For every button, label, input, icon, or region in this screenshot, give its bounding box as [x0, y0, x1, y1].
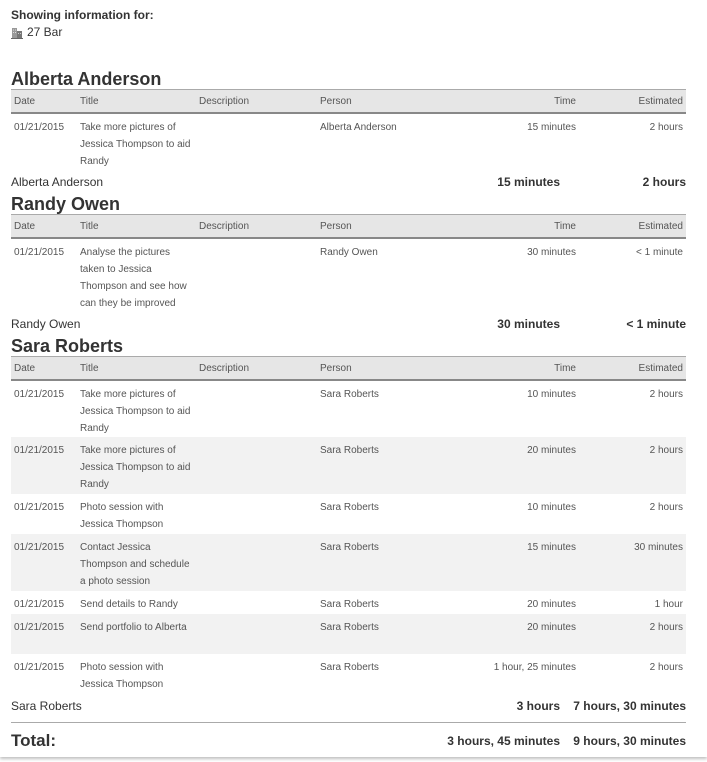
cell-description — [196, 494, 317, 534]
cell-time: 20 minutes — [527, 599, 576, 610]
cell-time: 10 minutes — [527, 502, 576, 513]
building-icon — [11, 27, 23, 39]
column-header-estimated: Estimated — [638, 220, 683, 232]
summary-estimated: < 1 minute — [626, 317, 686, 331]
timesheet-table — [11, 214, 686, 312]
column-header-date: Date — [14, 95, 36, 107]
table-row — [11, 654, 686, 694]
section-title: Alberta Anderson — [11, 69, 162, 89]
column-header-title: Title — [80, 95, 99, 107]
column-header-date: Date — [14, 220, 36, 232]
cell-date: 01/21/2015 — [14, 122, 65, 133]
column-header-estimated: Estimated — [638, 95, 683, 107]
cell-person: Alberta Anderson — [320, 122, 397, 133]
cell-title: Take more pictures of Jessica Thompson to aid Randy — [80, 445, 191, 490]
cell-date: 01/21/2015 — [14, 662, 65, 673]
cell-title: Take more pictures of Jessica Thompson to aid Randy — [80, 389, 191, 434]
cell-time: 20 minutes — [527, 445, 576, 456]
cell-date: 01/21/2015 — [14, 389, 65, 400]
cell-estimated: 2 hours — [649, 389, 683, 400]
cell-description — [196, 380, 317, 437]
cell-description — [196, 591, 317, 614]
timesheet-table — [11, 356, 686, 694]
cell-time: 20 minutes — [527, 622, 576, 633]
table-header-row — [11, 215, 686, 239]
summary-estimated: 7 hours, 30 minutes — [573, 699, 686, 713]
table-row — [11, 591, 686, 614]
section-title: Sara Roberts — [11, 336, 124, 356]
cell-date: 01/21/2015 — [14, 622, 65, 633]
column-header-person: Person — [320, 95, 352, 107]
cell-estimated: 2 hours — [649, 662, 683, 673]
cell-description — [196, 113, 317, 170]
column-header-person: Person — [320, 362, 352, 374]
cell-date: 01/21/2015 — [14, 542, 65, 553]
report-content — [11, 8, 686, 759]
table-row — [11, 380, 686, 437]
column-header-title: Title — [80, 362, 99, 374]
cell-time: 10 minutes — [527, 389, 576, 400]
grand-total — [11, 723, 686, 759]
timesheet-table — [11, 89, 686, 170]
summary-time: 3 hours — [516, 699, 560, 713]
cell-title: Send portfolio to Alberta — [80, 622, 187, 633]
column-header-time: Time — [554, 95, 576, 107]
cell-time: 15 minutes — [527, 122, 576, 133]
cell-person: Sara Roberts — [320, 502, 379, 513]
total-label: Total: — [11, 731, 57, 750]
table-header-row — [11, 357, 686, 381]
summary-name: Sara Roberts — [11, 699, 82, 713]
cell-time: 30 minutes — [527, 247, 576, 258]
cell-date: 01/21/2015 — [14, 599, 65, 610]
cell-title: Photo session with Jessica Thompson — [80, 662, 164, 690]
cell-estimated: 2 hours — [649, 122, 683, 133]
cell-description — [196, 534, 317, 591]
cell-title: Take more pictures of Jessica Thompson to aid Randy — [80, 122, 191, 167]
summary-time: 15 minutes — [497, 175, 560, 189]
table-header-row — [11, 90, 686, 114]
cell-title: Contact Jessica Thompson and schedule a photo session — [80, 542, 190, 587]
cell-date: 01/21/2015 — [14, 502, 65, 513]
cell-person: Sara Roberts — [320, 445, 379, 456]
cell-description — [196, 437, 317, 494]
cell-title: Send details to Randy — [80, 599, 178, 610]
total-estimated: 9 hours, 30 minutes — [573, 734, 686, 748]
column-header-time: Time — [554, 220, 576, 232]
cell-person: Sara Roberts — [320, 622, 379, 633]
cell-estimated: 2 hours — [649, 622, 683, 633]
summary-estimated: 2 hours — [642, 175, 686, 189]
table-row — [11, 113, 686, 170]
section-summary — [11, 694, 686, 718]
section-summary — [11, 312, 686, 336]
column-header-estimated: Estimated — [638, 362, 683, 374]
column-header-person: Person — [320, 220, 352, 232]
cell-description — [196, 654, 317, 694]
location-name: 27 Bar — [27, 25, 63, 39]
total-time: 3 hours, 45 minutes — [447, 734, 560, 748]
cell-time: 15 minutes — [527, 542, 576, 553]
cell-estimated: 30 minutes — [634, 542, 683, 553]
summary-name: Alberta Anderson — [11, 175, 104, 189]
column-header-time: Time — [554, 362, 576, 374]
cell-title: Analyse the pictures taken to Jessica Thompson and see how can they be improved — [80, 247, 187, 309]
cell-title: Photo session with Jessica Thompson — [80, 502, 164, 530]
cell-person: Randy Owen — [320, 247, 378, 258]
cell-person: Sara Roberts — [320, 662, 379, 673]
column-header-date: Date — [14, 362, 36, 374]
table-row — [11, 534, 686, 591]
cell-person: Sara Roberts — [320, 542, 379, 553]
table-row — [11, 614, 686, 654]
cell-time: 1 hour, 25 minutes — [493, 662, 576, 673]
section-title: Randy Owen — [11, 194, 121, 214]
section-summary — [11, 170, 686, 194]
summary-name: Randy Owen — [11, 317, 81, 331]
column-header-description: Description — [199, 95, 250, 107]
cell-date: 01/21/2015 — [14, 247, 65, 258]
column-header-description: Description — [199, 220, 250, 232]
summary-time: 30 minutes — [497, 317, 560, 331]
cell-description — [196, 238, 317, 312]
cell-estimated: 2 hours — [649, 502, 683, 513]
sections — [11, 69, 686, 718]
showing-label: Showing information for: — [11, 8, 154, 22]
cell-person: Sara Roberts — [320, 599, 379, 610]
cell-estimated: 2 hours — [649, 445, 683, 456]
table-row — [11, 494, 686, 534]
table-row — [11, 437, 686, 494]
cell-person: Sara Roberts — [320, 389, 379, 400]
column-header-title: Title — [80, 220, 99, 232]
cell-description — [196, 614, 317, 654]
cell-estimated: < 1 minute — [636, 247, 683, 258]
table-row — [11, 238, 686, 312]
column-header-description: Description — [199, 362, 250, 374]
cell-estimated: 1 hour — [654, 599, 683, 610]
location — [11, 25, 686, 40]
cell-date: 01/21/2015 — [14, 445, 65, 456]
